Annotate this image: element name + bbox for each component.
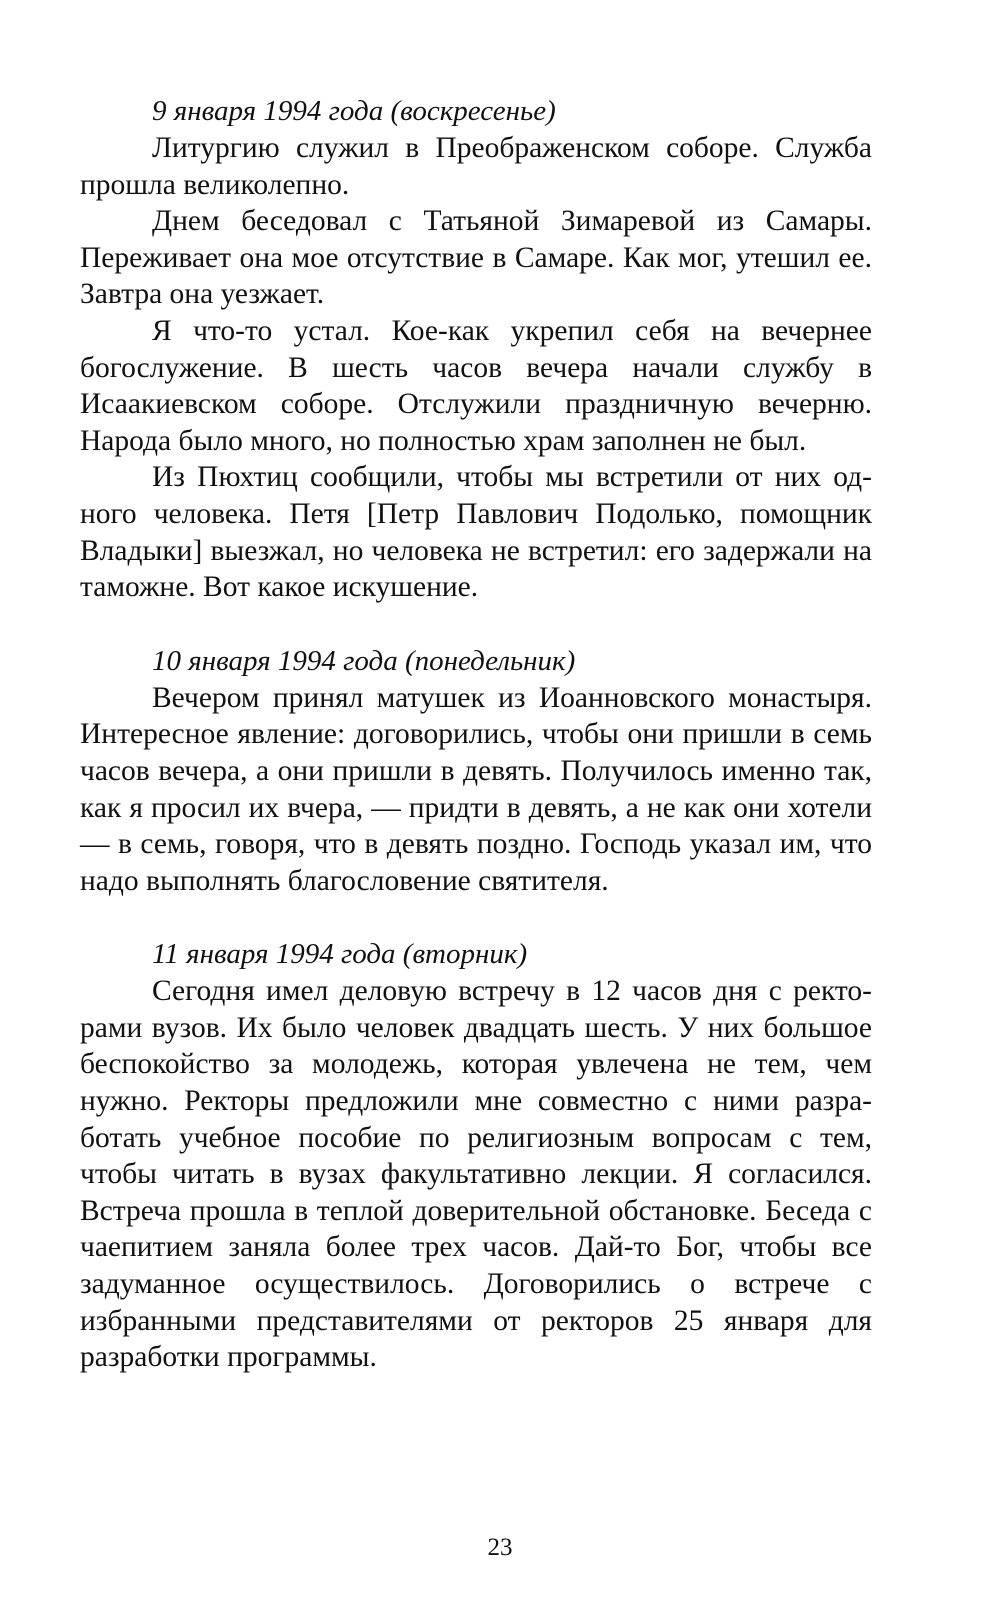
diary-entry-jan-11 (80, 935, 872, 1376)
entry-paragraph: Сегодня имел деловую встречу в 12 часов дня с ректорами вузов. Их было человек двадцать шесть. У них большое беспокойство за молодежь, которая увлечена не тем, чем нужно. Ректоры предложили мне совместно с ними разработать учебное пособие по религиозным вопросам с тем, чтобы читать в вузах факультативно лекции. Я согласился. Встреча прошла в теплой доверительной обстановке. Беседа с чаепитием заняла более трех часов. Дай-то Бог, чтобы все задуманное осуществилось. Договорились о встрече с избранными представителями от ректоров 25 января для разработки программы. (80, 975, 872, 1374)
entry-paragraph: Вечером принял матушек из Иоанновского монастыря. Интересное явление: договорились, чтобы они пришли в семь часов вечера, а они пришли в девять. Получилось именно так, как я просил их вчера, — придти в девять, а не как они хотели — в семь, говоря, что в девять поздно. Господь указал им, что надо выполнять благословение святителя. (80, 681, 872, 897)
page-number: 23 (487, 1534, 513, 1561)
entry-date: 11 января 1994 года (вторник) (152, 938, 528, 971)
entry-date: 10 января 1994 года (понедельник) (152, 644, 576, 677)
diary-entry-jan-10 (80, 642, 872, 900)
entry-paragraph: Литургию служил в Преображенском соборе. Служба прошла великолепно. (80, 132, 872, 201)
entry-paragraph: Из Пюхтиц сообщили, чтобы мы встретили от них одного человека. Петя [Петр Павлович Подолько, помощник Владыки] выезжал, но человека не встретил: его задержали на таможне. Вот какое искушение. (80, 461, 872, 604)
entry-date: 9 января 1994 года (воскресенье) (152, 95, 556, 127)
entry-paragraph: Днем беседовал с Татьяной Зимаревой из Самары. Переживает она мое отсутствие в Самаре. Как мог, утешил ее. Завтра она уезжает. (80, 205, 872, 311)
diary-entry-jan-9 (80, 92, 872, 606)
entry-paragraph: Я что-то устал. Кое-как укрепил себя на вечернее богослужение. В шесть часов вечера начали службу в Исаакиевском соборе. Отслужили праздничную вечерню. Народа было много, но полностью храм заполнен не был. (80, 314, 872, 457)
page-body (80, 92, 872, 1412)
